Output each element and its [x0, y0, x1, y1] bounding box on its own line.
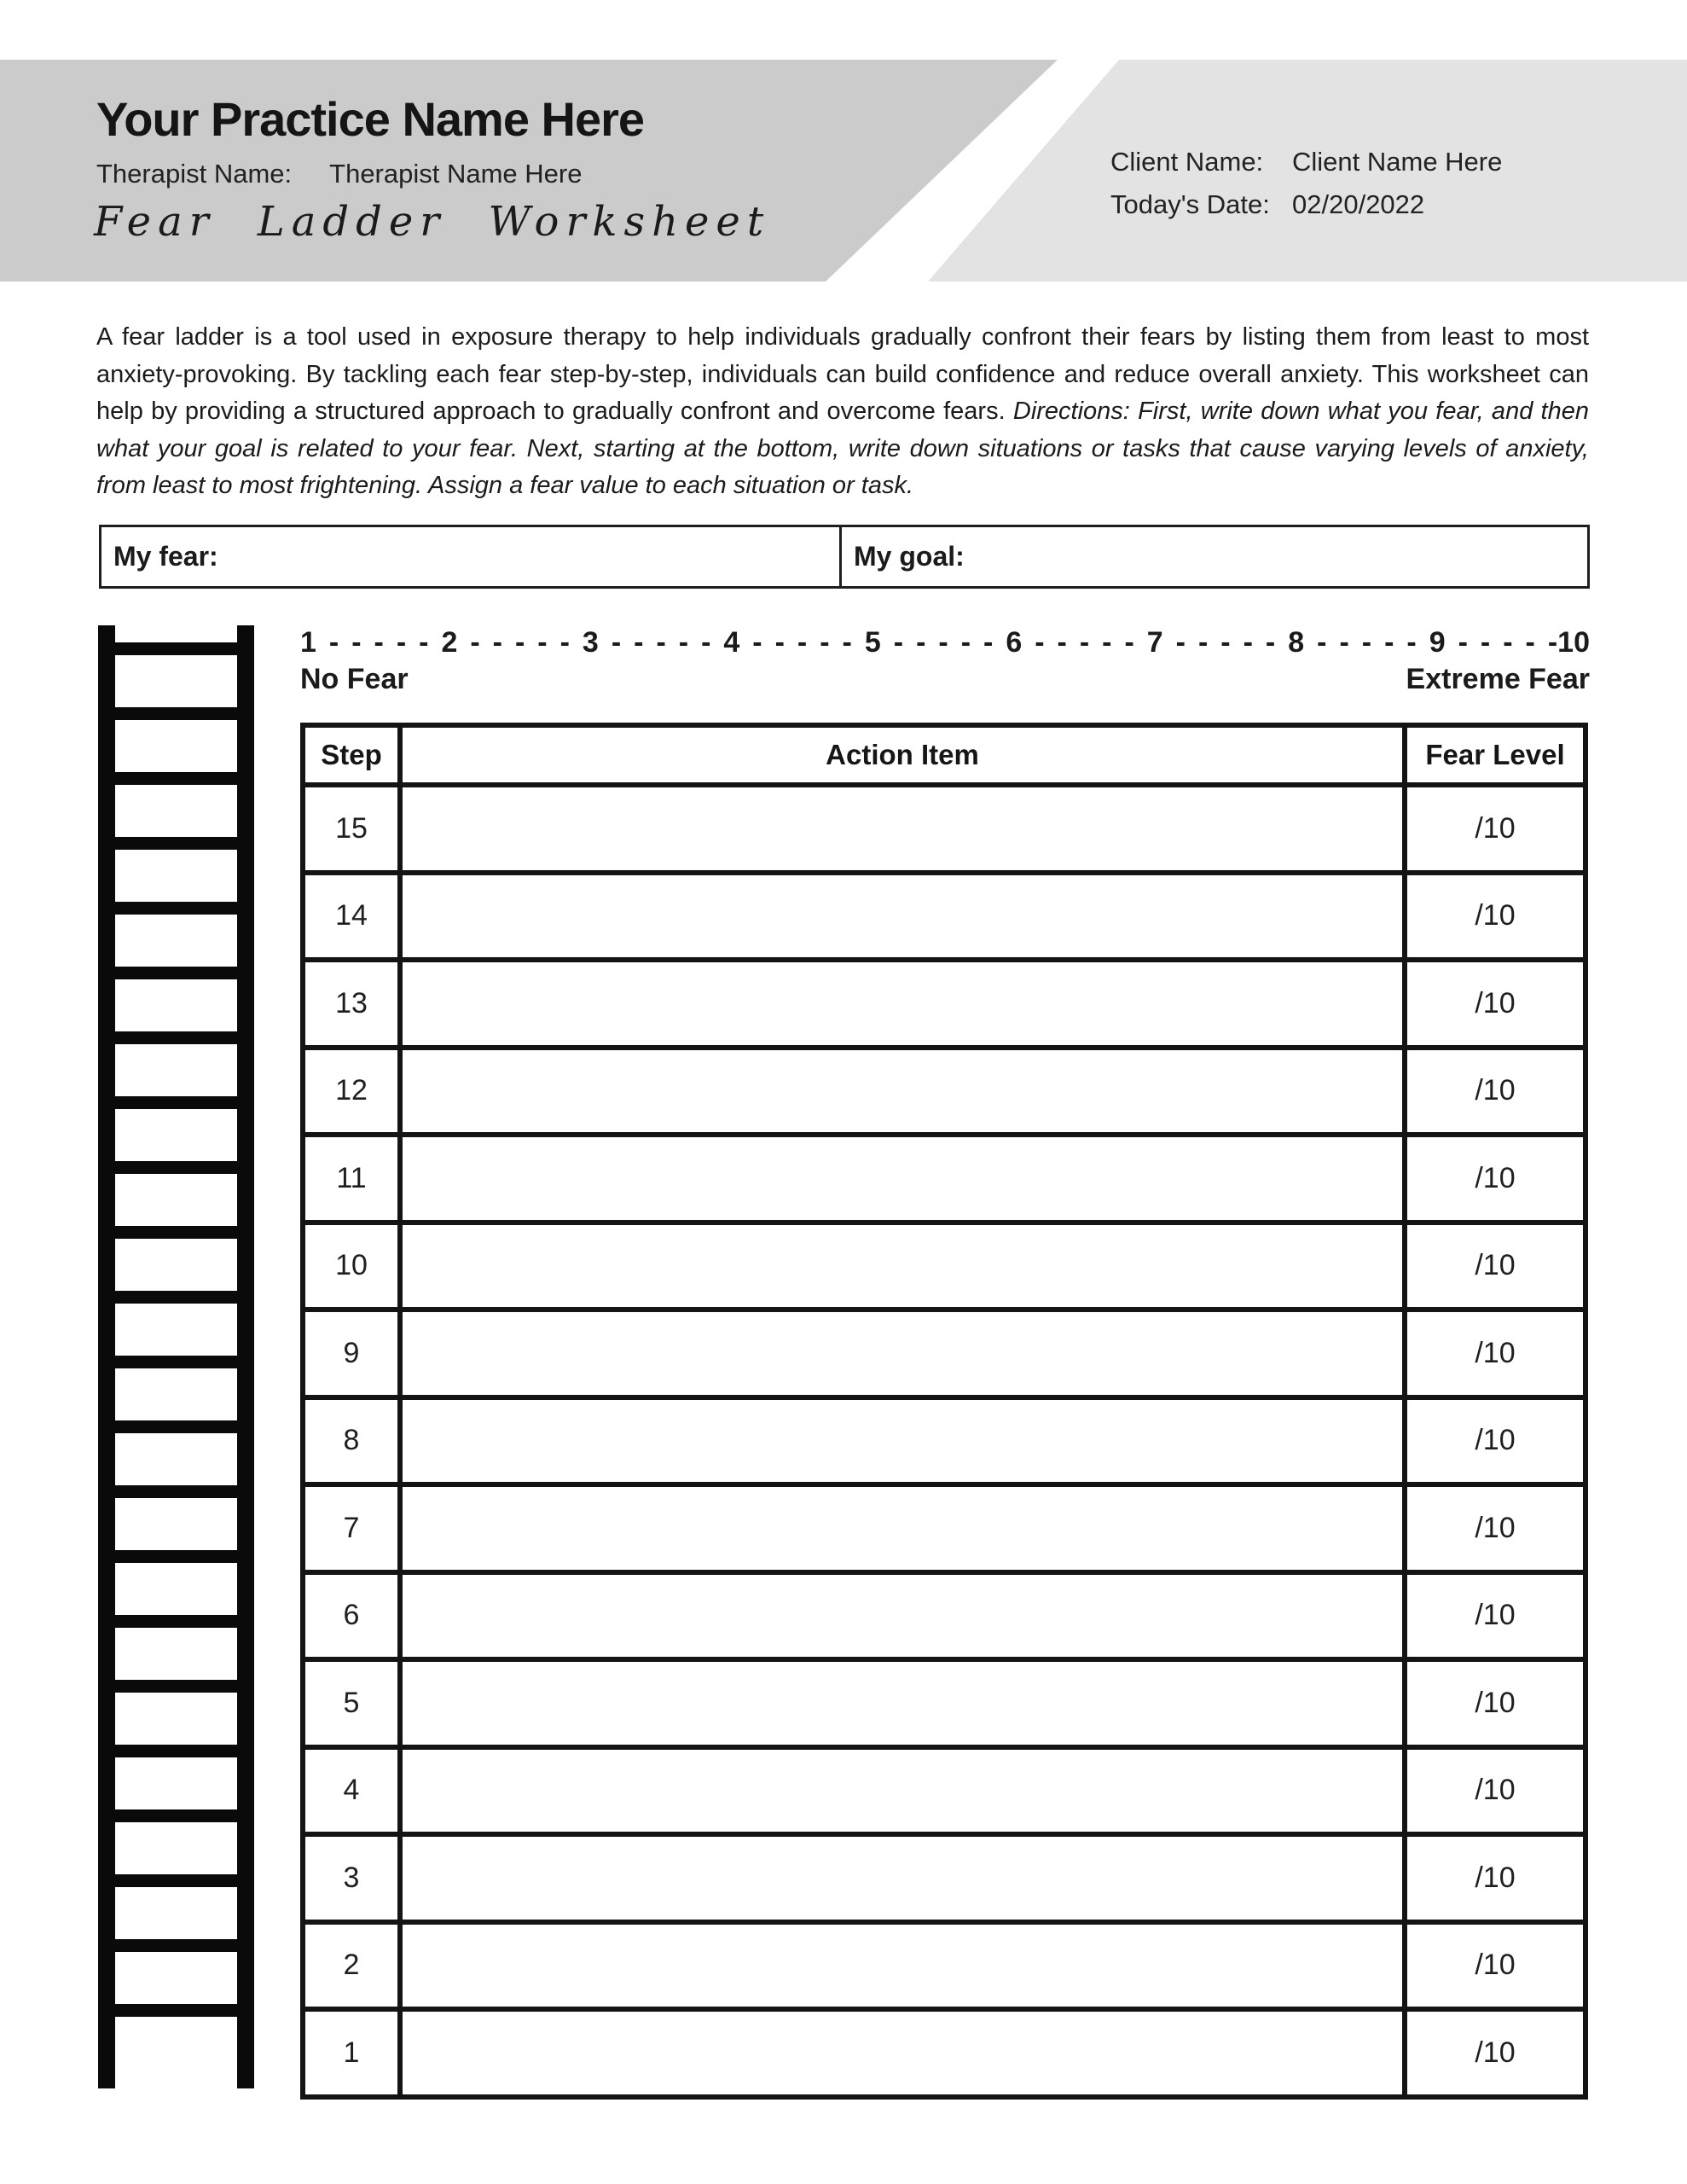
- steps-table: [300, 723, 1588, 2100]
- action-item-field[interactable]: [403, 1137, 1402, 1220]
- action-item-field[interactable]: [403, 1487, 1402, 1570]
- client-info: [1110, 141, 1502, 226]
- client-name-label: Client Name:: [1110, 147, 1264, 177]
- directions-text: Directions: First, write down what you fear, and then what your goal is related to your fear. Next, starting at the bottom, write down situations or tasks that cause varying levels of anxiety, from least to most frightening. Assign a fear value to each situation or task.: [96, 398, 1589, 499]
- step-number: 3: [305, 1837, 403, 1920]
- table-header-row: [305, 728, 1583, 782]
- action-item-field[interactable]: [403, 1925, 1402, 2007]
- worksheet-title: Fear Ladder Worksheet: [94, 198, 771, 246]
- step-number: 4: [305, 1750, 403, 1833]
- my-goal-label: My goal:: [854, 541, 965, 572]
- table-row: [305, 1920, 1583, 2007]
- step-number: 5: [305, 1662, 403, 1745]
- client-name-value: Client Name Here: [1292, 147, 1503, 177]
- step-number: 9: [305, 1312, 403, 1395]
- step-number: 15: [305, 787, 403, 870]
- my-fear-label: My fear:: [113, 541, 218, 572]
- therapist-name-value: Therapist Name Here: [329, 159, 583, 189]
- table-row: [305, 1045, 1583, 1133]
- my-goal-field[interactable]: [842, 527, 1587, 586]
- fear-level-field[interactable]: /10: [1402, 1575, 1583, 1658]
- action-item-field[interactable]: [403, 1050, 1402, 1133]
- table-row: [305, 1220, 1583, 1308]
- action-item-field[interactable]: [403, 1662, 1402, 1745]
- table-row: [305, 1657, 1583, 1745]
- no-fear-label: No Fear: [300, 663, 409, 695]
- date-label: Today's Date:: [1110, 189, 1270, 219]
- fear-level-field[interactable]: /10: [1402, 1750, 1583, 1833]
- step-column-header: Step: [305, 728, 403, 782]
- step-number: 13: [305, 962, 403, 1045]
- fear-level-field[interactable]: /10: [1402, 2012, 1583, 2094]
- fear-scale: [300, 628, 1590, 694]
- my-fear-field[interactable]: [101, 527, 842, 586]
- fear-level-field[interactable]: /10: [1402, 1662, 1583, 1745]
- table-row: [305, 957, 1583, 1045]
- step-number: 14: [305, 875, 403, 958]
- step-number: 2: [305, 1925, 403, 2007]
- intro-text: A fear ladder is a tool used in exposure therapy to help individuals gradually confront their fears by listing them from least to most anxiety-provoking. By tackling each fear step-by-step, individuals can build confidence and reduce overall anxiety. This worksheet can help by providing a structured approach to gradually confront and overcome fears.: [96, 323, 1589, 425]
- table-row: [305, 1832, 1583, 1920]
- fear-level-field[interactable]: /10: [1402, 1225, 1583, 1308]
- date-value: 02/20/2022: [1292, 189, 1425, 219]
- step-number: 8: [305, 1400, 403, 1483]
- therapist-row: [96, 159, 582, 189]
- fear-level-field[interactable]: /10: [1402, 1837, 1583, 1920]
- fear-level-field[interactable]: /10: [1402, 1137, 1583, 1220]
- table-row: [305, 782, 1583, 870]
- fear-goal-box: [99, 525, 1590, 589]
- table-row: [305, 1745, 1583, 1833]
- action-item-field[interactable]: [403, 1575, 1402, 1658]
- intro-paragraph: [96, 319, 1589, 505]
- therapist-name-label: Therapist Name:: [96, 159, 293, 189]
- fear-level-column-header: Fear Level: [1402, 728, 1583, 782]
- step-number: 12: [305, 1050, 403, 1133]
- table-row: [305, 1395, 1583, 1483]
- table-row: [305, 1307, 1583, 1395]
- table-row: [305, 870, 1583, 958]
- extreme-fear-label: Extreme Fear: [1406, 663, 1590, 695]
- table-row: [305, 1570, 1583, 1658]
- fear-level-field[interactable]: /10: [1402, 1925, 1583, 2007]
- step-number: 7: [305, 1487, 403, 1570]
- fear-level-field[interactable]: /10: [1402, 875, 1583, 958]
- fear-scale-line: 1 - - - - - 2 - - - - - 3 - - - - - 4 - - - - - 5 - - - - - 6 - - - - - 7 - - - - - 8 - - - - - 9 - - - - -10: [300, 626, 1590, 659]
- step-number: 6: [305, 1575, 403, 1658]
- fear-level-field[interactable]: /10: [1402, 962, 1583, 1045]
- action-item-column-header: Action Item: [826, 739, 979, 770]
- practice-name: Your Practice Name Here: [96, 92, 645, 146]
- action-item-field[interactable]: [403, 875, 1402, 958]
- fear-ladder-graphic: [98, 625, 254, 2088]
- action-item-field[interactable]: [403, 1837, 1402, 1920]
- action-item-field[interactable]: [403, 1400, 1402, 1483]
- fear-level-field[interactable]: /10: [1402, 1400, 1583, 1483]
- step-number: 11: [305, 1137, 403, 1220]
- step-number: 1: [305, 2012, 403, 2094]
- ladder-rungs: [105, 642, 247, 2017]
- action-item-field[interactable]: [403, 1225, 1402, 1308]
- action-item-field[interactable]: [403, 1312, 1402, 1395]
- fear-level-field[interactable]: /10: [1402, 1312, 1583, 1395]
- fear-level-field[interactable]: /10: [1402, 1050, 1583, 1133]
- table-body: [305, 782, 1583, 2094]
- action-item-field[interactable]: [403, 787, 1402, 870]
- step-number: 10: [305, 1225, 403, 1308]
- action-item-field[interactable]: [403, 2012, 1402, 2094]
- table-row: [305, 1482, 1583, 1570]
- action-item-field[interactable]: [403, 1750, 1402, 1833]
- fear-level-field[interactable]: /10: [1402, 787, 1583, 870]
- table-row: [305, 1132, 1583, 1220]
- fear-level-field[interactable]: /10: [1402, 1487, 1583, 1570]
- table-row: [305, 2007, 1583, 2094]
- action-item-field[interactable]: [403, 962, 1402, 1045]
